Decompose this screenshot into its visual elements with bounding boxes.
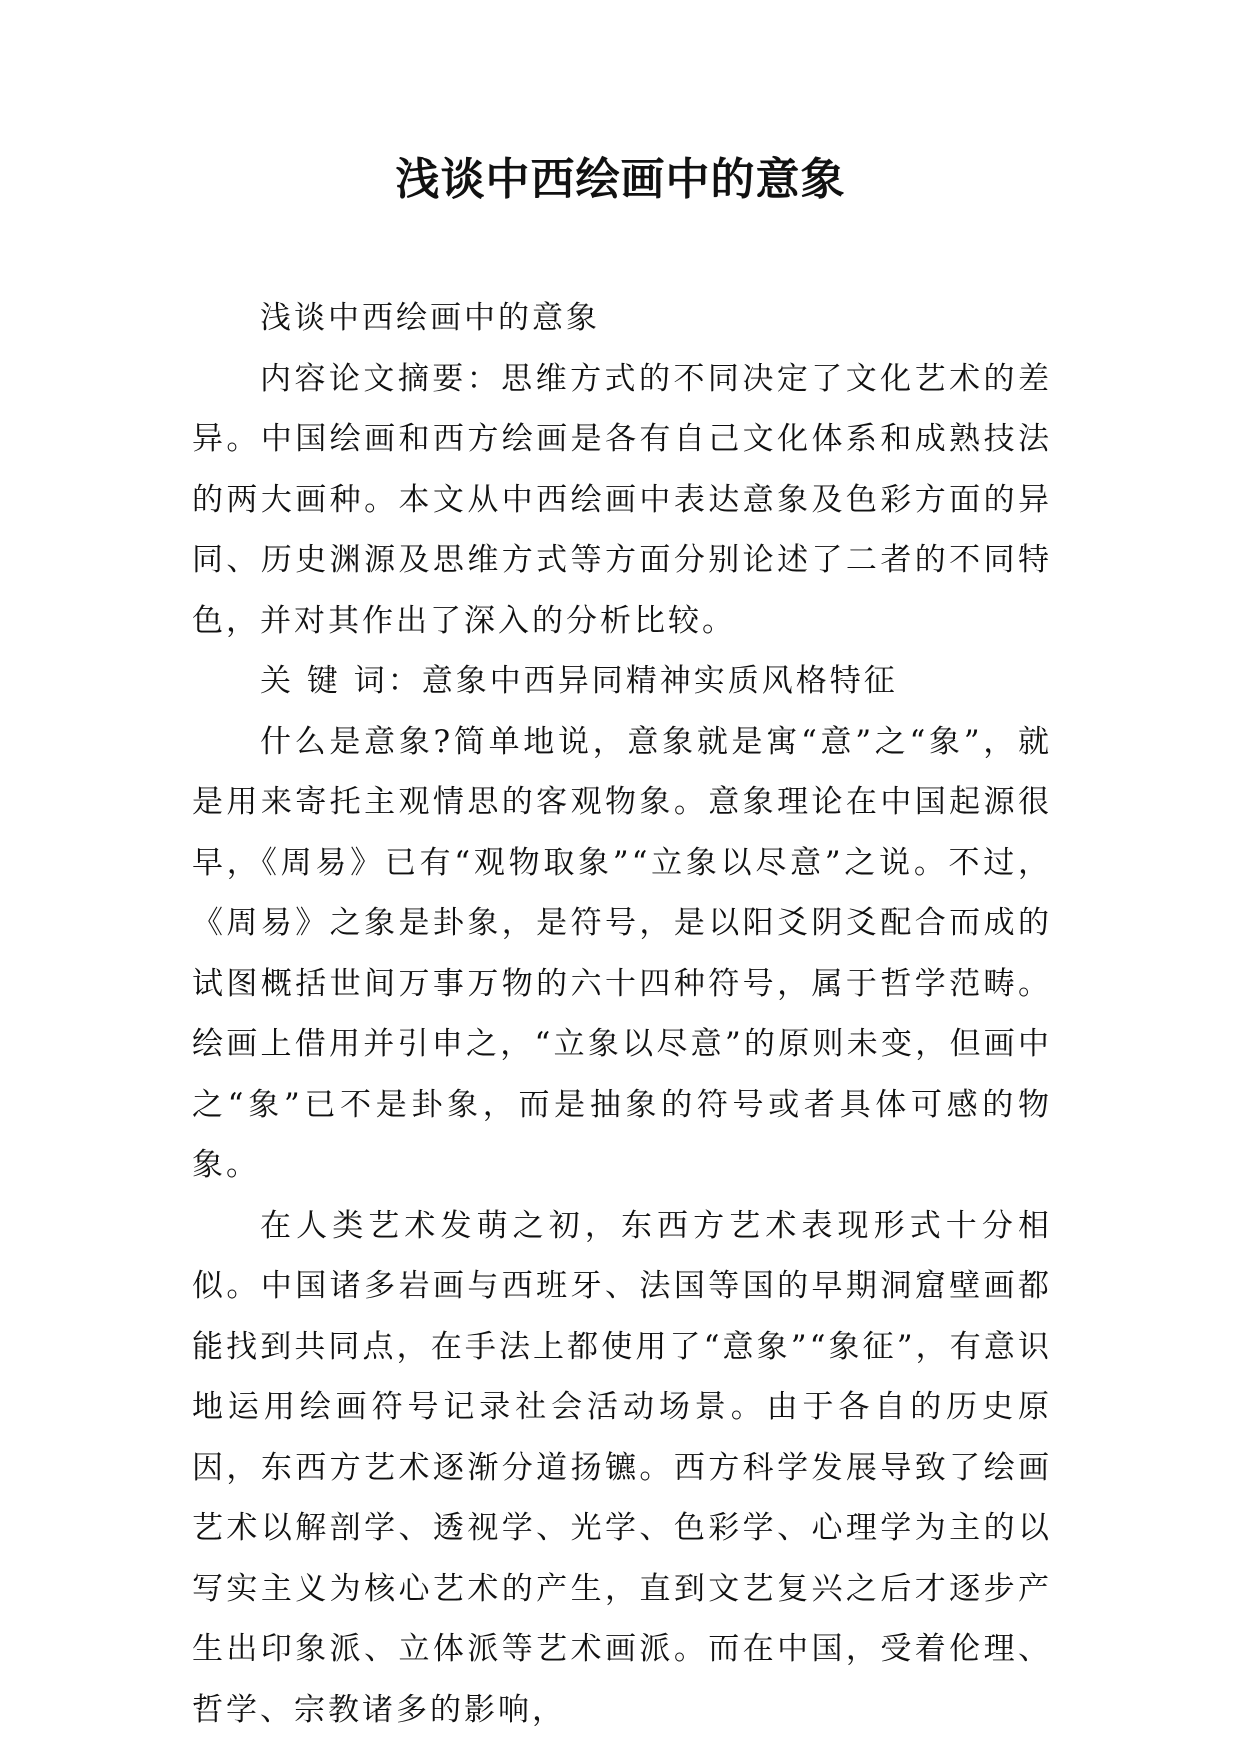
paragraph-subtitle: 浅谈中西绘画中的意象	[260, 300, 600, 336]
paragraph-keywords: 关 键 词：意象中西异同精神实质风格特征	[260, 663, 898, 699]
document-body	[192, 288, 1052, 1740]
paragraph-definition: 什么是意象?简单地说，意象就是寓“意”之“象”，就是用来寄托主观情思的客观物象。意象理论在中国起源很早，《周易》已有“观物取象”“立象以尽意”之说。不过，《周易》之象是卦象，是符号，是以阳爻阴爻配合而成的试图概括世间万事万物的六十四种符号，属于哲学范畴。绘画上借用并引申之，“立象以尽意”的原则未变，但画中之“象”已不是卦象，而是抽象的符号或者具体可感的物象。	[192, 723, 1052, 1183]
document-title: 浅谈中西绘画中的意象	[395, 154, 846, 205]
paragraph-history: 在人类艺术发萌之初，东西方艺术表现形式十分相似。中国诸多岩画与西班牙、法国等国的早期洞窟壁画都能找到共同点，在手法上都使用了“意象”“象征”，有意识地运用绘画符号记录社会活动场景。由于各自的历史原因，东西方艺术逐渐分道扬镳。西方科学发展导致了绘画艺术以解剖学、透视学、光学、色彩学、心理学为主的以写实主义为核心艺术的产生，直到文艺复兴之后才逐步产生出印象派、立体派等艺术画派。而在中国，受着伦理、哲学、宗教诸多的影响，	[192, 1207, 1052, 1728]
paragraph-abstract: 内容论文摘要：思维方式的不同决定了文化艺术的差异。中国绘画和西方绘画是各有自己文化体系和成熟技法的两大画种。本文从中西绘画中表达意象及色彩方面的异同、历史渊源及思维方式等方面分别论述了二者的不同特色，并对其作出了深入的分析比较。	[192, 360, 1052, 639]
